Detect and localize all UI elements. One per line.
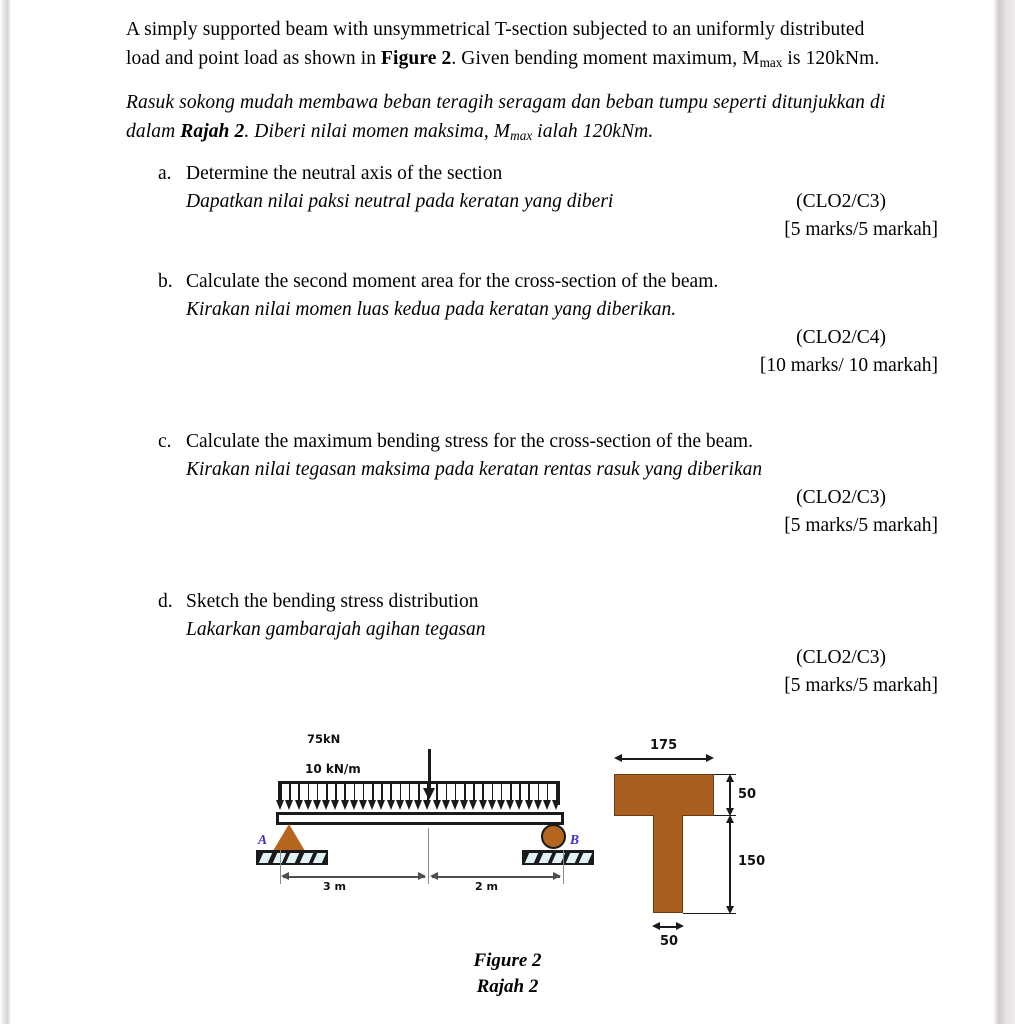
udl-arrow-head-icon bbox=[359, 800, 367, 810]
udl-arrow-head-icon bbox=[506, 800, 514, 810]
udl-arrow-head-icon bbox=[313, 800, 321, 810]
udl-arrow-head-icon bbox=[423, 800, 431, 810]
span-right-label: 2 m bbox=[475, 880, 498, 893]
udl-arrow-head-icon bbox=[387, 800, 395, 810]
dimension-line-2m bbox=[432, 876, 560, 878]
dimension-extension-mid bbox=[428, 828, 429, 884]
dim-arrow-web-width-right-icon bbox=[676, 922, 684, 930]
intro-en-text-2: . Given bending moment maximum, M bbox=[451, 48, 760, 69]
udl-arrow-head-icon bbox=[276, 800, 284, 810]
ground-hatch-stripe bbox=[313, 853, 326, 863]
intro-paragraph-english bbox=[126, 15, 896, 77]
question-a-marker: a. bbox=[158, 163, 172, 184]
udl-arrow-head-icon bbox=[525, 800, 533, 810]
ground-hatch-stripe bbox=[286, 853, 299, 863]
dimension-extension-right bbox=[563, 850, 564, 884]
question-c-marker: c. bbox=[158, 431, 172, 452]
udl-arrow-head-icon bbox=[442, 800, 450, 810]
question-d-text-malay: Lakarkan gambarajah agihan tegasan bbox=[186, 619, 486, 640]
udl-arrow-head-icon bbox=[414, 800, 422, 810]
point-load-label: 75kN bbox=[307, 732, 341, 746]
question-b-marks: [10 marks/ 10 markah] bbox=[759, 355, 938, 376]
question-a-marks: [5 marks/5 markah] bbox=[784, 219, 938, 240]
question-d-marks: [5 marks/5 markah] bbox=[784, 675, 938, 696]
udl-arrow-head-icon bbox=[515, 800, 523, 810]
ground-hatch-stripe bbox=[525, 853, 538, 863]
udl-arrow-head-icon bbox=[295, 800, 303, 810]
intro-en-text-1: A simply supported beam with unsymmetrical T-section subjected to an uniformly distributed load and point load as shown in bbox=[126, 19, 865, 69]
ground-hatch-stripe bbox=[272, 853, 285, 863]
intro-my-figure-ref: Rajah 2 bbox=[180, 121, 245, 142]
question-b-clo: (CLO2/C4) bbox=[796, 327, 886, 348]
udl-arrow-head-icon bbox=[460, 800, 468, 810]
ground-hatch-stripe bbox=[299, 853, 312, 863]
question-b-text-english: Calculate the second moment area for the cross-section of the beam. bbox=[186, 271, 719, 292]
dim-label-flange-width: 175 bbox=[650, 738, 678, 753]
ground-hatch-stripe bbox=[565, 853, 578, 863]
udl-arrow-head-icon bbox=[285, 800, 293, 810]
dim-arrow-web-depth-down-icon bbox=[726, 906, 734, 914]
udl-arrow-head-icon bbox=[368, 800, 376, 810]
udl-arrow-head-icon bbox=[377, 800, 385, 810]
dim-line-web-depth bbox=[729, 819, 731, 909]
question-item-a bbox=[158, 160, 948, 244]
ground-hatch-stripe bbox=[259, 853, 272, 863]
span-left-label: 3 m bbox=[323, 880, 346, 893]
dim-arrow-flange-depth-up-icon bbox=[726, 774, 734, 782]
figure-caption-malay: Rajah 2 bbox=[476, 976, 539, 997]
udl-arrow-head-icon bbox=[350, 800, 358, 810]
udl-arrow-head-icon bbox=[331, 800, 339, 810]
dim-arrow-flange-width-right-icon bbox=[706, 754, 714, 762]
question-b-text-malay: Kirakan nilai momen luas kedua pada keratan yang diberikan. bbox=[186, 299, 677, 320]
roller-support-b-icon bbox=[541, 824, 566, 849]
ground-hatch-stripe bbox=[579, 853, 592, 863]
support-label-a: A bbox=[258, 832, 268, 847]
dim-line-flange-depth bbox=[729, 778, 731, 811]
intro-my-text-2: . Diberi nilai momen maksima, M bbox=[244, 121, 511, 142]
udl-arrow-head-icon bbox=[534, 800, 542, 810]
udl-arrow-head-icon bbox=[543, 800, 551, 810]
udl-arrow-head-icon bbox=[396, 800, 404, 810]
dim-arrow-web-depth-up-icon bbox=[726, 815, 734, 823]
dimension-arrow-left-1-icon bbox=[281, 872, 289, 880]
intro-my-text-1: Rasuk sokong mudah membawa beban teragih seragam dan beban tumpu seperti ditunjukkan di dalam bbox=[126, 92, 886, 142]
tsection-cross-section-diagram bbox=[600, 736, 800, 949]
question-c-text-malay: Kirakan nilai tegasan maksima pada keratan rentas rasuk yang diberikan bbox=[186, 459, 763, 480]
question-b-marker: b. bbox=[158, 271, 173, 292]
support-label-b: B bbox=[570, 832, 580, 847]
udl-label: 10 kN/m bbox=[305, 762, 361, 776]
question-a-text-malay: Dapatkan nilai paksi neutral pada keratan yang diberi bbox=[186, 191, 614, 212]
beam-loading-diagram bbox=[250, 724, 580, 893]
question-item-b bbox=[158, 268, 948, 380]
udl-arrow-head-icon bbox=[497, 800, 505, 810]
udl-arrow-head-icon bbox=[552, 800, 560, 810]
question-a-clo: (CLO2/C3) bbox=[796, 191, 886, 212]
intro-en-figure-ref: Figure 2 bbox=[381, 48, 452, 69]
intro-en-text-3: is 120kNm. bbox=[782, 48, 880, 69]
udl-arrow-head-icon bbox=[433, 800, 441, 810]
dim-arrow-flange-width-left-icon bbox=[614, 754, 622, 762]
ground-hatch-stripe bbox=[538, 853, 551, 863]
dim-line-flange-width bbox=[618, 758, 710, 760]
intro-paragraph-malay bbox=[126, 88, 901, 150]
udl-arrow-head-icon bbox=[322, 800, 330, 810]
question-d-text-english: Sketch the bending stress distribution bbox=[186, 591, 479, 612]
dim-arrow-web-width-left-icon bbox=[652, 922, 660, 930]
intro-my-mmax-subscript: max bbox=[510, 127, 533, 143]
udl-arrow-head-icon bbox=[304, 800, 312, 810]
dimension-arrow-right-2-icon bbox=[553, 872, 561, 880]
dimension-line-3m bbox=[283, 876, 425, 878]
question-a-text-english: Determine the neutral axis of the section bbox=[186, 163, 503, 184]
pin-support-a-icon bbox=[273, 824, 305, 851]
tsection-flange bbox=[614, 774, 714, 816]
ground-hatch-a bbox=[256, 850, 328, 865]
figure-caption-english: Figure 2 bbox=[473, 950, 542, 971]
question-d-clo: (CLO2/C3) bbox=[796, 647, 886, 668]
udl-arrow-head-icon bbox=[479, 800, 487, 810]
ground-hatch-b bbox=[522, 850, 594, 865]
udl-arrow-head-icon bbox=[341, 800, 349, 810]
question-c-clo: (CLO2/C3) bbox=[796, 487, 886, 508]
tsection-web bbox=[653, 815, 683, 913]
udl-arrow-head-icon bbox=[469, 800, 477, 810]
question-c-marks: [5 marks/5 markah] bbox=[784, 515, 938, 536]
dim-label-web-width: 50 bbox=[660, 934, 679, 949]
dimension-arrow-right-1-icon bbox=[418, 872, 426, 880]
udl-arrow-head-icon bbox=[488, 800, 496, 810]
question-c-text-english: Calculate the maximum bending stress for the cross-section of the beam. bbox=[186, 431, 753, 452]
question-item-d bbox=[158, 588, 948, 700]
dim-label-web-depth: 150 bbox=[738, 854, 766, 869]
udl-arrow-head-icon bbox=[405, 800, 413, 810]
intro-en-mmax-subscript: max bbox=[759, 54, 783, 70]
beam-member bbox=[276, 812, 564, 825]
question-item-c bbox=[158, 428, 948, 540]
dim-label-flange-depth: 50 bbox=[738, 787, 757, 802]
intro-my-text-3: ialah 120kNm. bbox=[532, 121, 654, 142]
dimension-arrow-left-2-icon bbox=[430, 872, 438, 880]
udl-arrow-head-icon bbox=[451, 800, 459, 810]
question-d-marker: d. bbox=[158, 591, 173, 612]
